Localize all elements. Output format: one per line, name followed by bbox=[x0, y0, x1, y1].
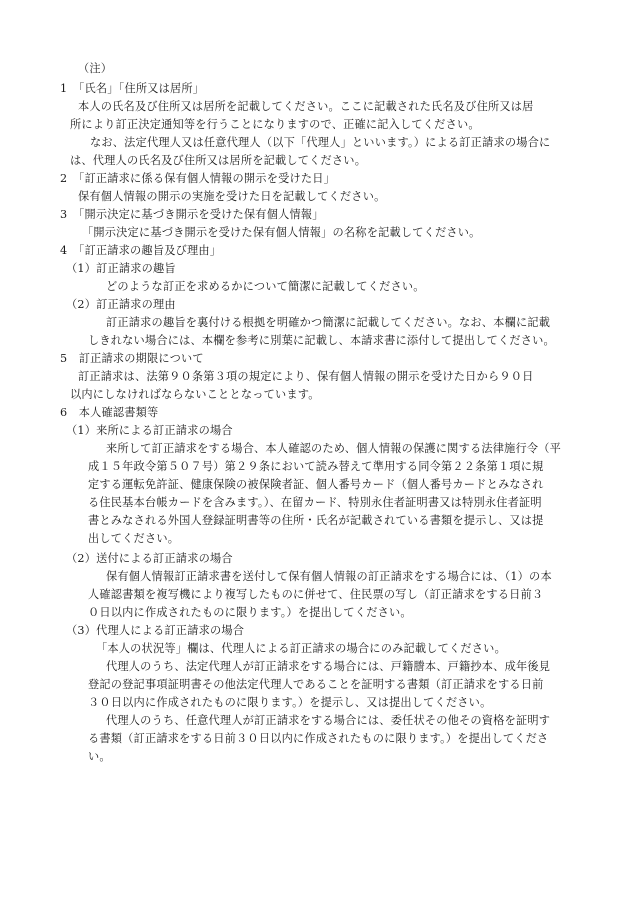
section-6-2-para: ０日以内に作成されたものに限ります。）を提出してください。 bbox=[88, 606, 412, 619]
section-4-2-heading: （2）訂正請求の理由 bbox=[66, 298, 176, 311]
section-6-1-para: 成１５年政令第５０７号）第２９条において読み替えて準用する同令第２２条第１項に規 bbox=[88, 460, 544, 473]
section-4-2-para: 訂正請求の趣旨を裏付ける根拠を明確かつ簡潔に記載してください。なお、本欄に記載 bbox=[106, 316, 551, 329]
section-1-para: 本人の氏名及び住所又は居所を記載してください。ここに記載された氏名及び住所又は居 bbox=[78, 100, 534, 113]
section-2-para: 保有個人情報の開示の実施を受けた日を記載してください。 bbox=[78, 190, 386, 203]
section-6-3-para: ３０日以内に作成されたものに限ります。）を提示し、又は提出してください。 bbox=[88, 696, 492, 709]
section-6-1-heading: （1）来所による訂正請求の場合 bbox=[66, 424, 233, 437]
section-2-heading: 2 「訂正請求に係る保有個人情報の開示を受けた日」 bbox=[60, 172, 336, 185]
section-4-1-para: どのような訂正を求めるかについて簡潔に記載してください。 bbox=[106, 280, 425, 293]
section-6-3-para: 代理人のうち、法定代理人が訂正請求をする場合には、戸籍謄本、戸籍抄本、成年後見 bbox=[106, 660, 551, 673]
section-3-heading: 3 「開示決定に基づき開示を受けた保有個人情報」 bbox=[60, 208, 324, 221]
section-1-para: 所により訂正決定通知等を行うことになりますので、正確に記入してください。 bbox=[70, 118, 480, 131]
section-5-heading: 5 訂正請求の期限について bbox=[60, 352, 204, 365]
section-6-3-para: 代理人のうち、任意代理人が訂正請求をする場合には、委任状その他その資格を証明す bbox=[106, 714, 551, 727]
section-1-para: なお、法定代理人又は任意代理人（以下「代理人」といいます。）による訂正請求の場合に bbox=[90, 136, 551, 149]
note-heading: （注） bbox=[78, 62, 113, 75]
section-6-3-para: 「本人の状況等」欄は、代理人による訂正請求の場合にのみ記載してください。 bbox=[96, 642, 506, 655]
section-4-1-heading: （1）訂正請求の趣旨 bbox=[66, 262, 176, 275]
section-6-1-para: る住民基本台帳カードを含みます。）、在留カード、特別永住者証明書又は特別永住者証明 bbox=[88, 496, 542, 509]
section-5-para: 以内にしなければならないこととなっています。 bbox=[70, 388, 320, 401]
section-6-1-para: 書とみなされる外国人登録証明書等の住所・氏名が記載されている書類を提示し、又は提 bbox=[88, 514, 544, 527]
section-6-3-heading: （3）代理人による訂正請求の場合 bbox=[66, 624, 245, 637]
section-5-para: 訂正請求は、法第９０条第３項の規定により、保有個人情報の開示を受けた日から９０日 bbox=[78, 370, 534, 383]
section-6-3-para: い。 bbox=[88, 750, 111, 763]
section-1-heading: 1 「氏名」「住所又は居所」 bbox=[60, 82, 205, 95]
section-6-1-para: 定する運転免許証、健康保険の被保険者証、個人番号カード（個人番号カードとみなされ bbox=[88, 478, 544, 491]
section-6-3-para: 登記の登記事項証明書その他法定代理人であることを証明する書類（訂正請求をする日前 bbox=[88, 678, 544, 691]
section-4-2-para: しきれない場合には、本欄を参考に別葉に記載し、本請求書に添付して提出してください。 bbox=[88, 334, 555, 347]
section-6-1-para: 出してください。 bbox=[88, 532, 180, 545]
section-6-1-para: 来所して訂正請求をする場合、本人確認のため、個人情報の保護に関する法律施行令（平 bbox=[106, 442, 562, 455]
section-1-para: は、代理人の氏名及び住所又は居所を記載してください。 bbox=[70, 154, 367, 167]
section-6-2-para: 保有個人情報訂正請求書を送付して保有個人情報の訂正請求をする場合には、（1）の本 bbox=[106, 570, 552, 583]
section-6-3-para: る書類（訂正請求をする日前３０日以内に作成されたものに限ります。）を提出してくださ bbox=[88, 732, 549, 745]
section-6-2-heading: （2）送付による訂正請求の場合 bbox=[66, 552, 233, 565]
section-3-para: 「開示決定に基づき開示を受けた保有個人情報」の名称を記載してください。 bbox=[82, 226, 481, 239]
section-4-heading: 4 「訂正請求の趣旨及び理由」 bbox=[60, 244, 222, 257]
section-6-heading: 6 本人確認書類等 bbox=[60, 406, 159, 419]
section-6-2-para: 人確認書類を複写機により複写したものに併せて、住民票の写し（訂正請求をする日前３ bbox=[88, 588, 544, 601]
